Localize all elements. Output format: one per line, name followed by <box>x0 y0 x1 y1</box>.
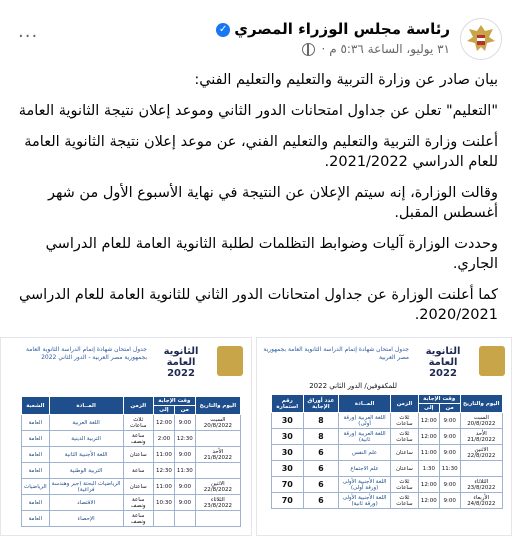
post-header <box>10 18 502 62</box>
table-cell: 6 <box>303 461 339 477</box>
table-cell: 9:00 <box>439 477 460 493</box>
post-paragraph: وحددت الوزارة آليات وضوابط التظلمات لطلبة الثانوية العامة للعام الدراسي الجاري. <box>45 236 498 272</box>
table-cell: علم الاجتماع <box>339 461 391 477</box>
column-header: المــادة <box>339 395 391 413</box>
table-row <box>22 479 241 495</box>
table-cell: ساعة ونصف <box>123 511 153 527</box>
table-cell: الاثنين 22/8/2022 <box>195 479 240 495</box>
table-cell: 12:00 <box>418 477 439 493</box>
table-cell: 11:00 <box>418 445 439 461</box>
table-cell: الاقتصاد <box>49 495 123 511</box>
table-cell: اللغة الأجنبية الثانية <box>49 447 123 463</box>
table-row <box>22 495 241 511</box>
table-row <box>22 431 241 447</box>
verified-badge-icon: ✓ <box>216 23 230 37</box>
table-cell: الثلاثاء 23/8/2022 <box>460 477 502 493</box>
post-body <box>14 70 498 336</box>
table-row <box>22 447 241 463</box>
table-cell: اللغة العربية (ورقة ثانية) <box>339 429 391 445</box>
brand-logo: الثانوية العامة 2022 <box>163 346 199 379</box>
eagle-emblem-icon <box>461 19 501 59</box>
page-name-text[interactable]: رئاسة مجلس الوزراء المصري <box>234 20 450 38</box>
table-cell: الاثنين 22/8/2022 <box>460 445 502 461</box>
column-header: إلى <box>418 404 439 413</box>
document-subtitle: للمكفوفين/ الدور الثاني 2022 <box>309 382 397 390</box>
table-cell: 30 <box>272 445 304 461</box>
table-cell: 6 <box>303 477 339 493</box>
table-cell: 9:00 <box>174 479 195 495</box>
page-name[interactable] <box>216 20 450 38</box>
table-cell: ساعة ونصف <box>123 495 153 511</box>
column-header: الزمن <box>391 395 419 413</box>
post-paragraph: "التعليم" تعلن عن جداول امتحانات الدور الثاني وموعد إعلان نتيجة الثانوية العامة <box>18 103 498 119</box>
table-cell: العامة <box>22 447 50 463</box>
column-header: اليوم والتاريخ <box>460 395 502 413</box>
table-cell: ساعتان <box>123 447 153 463</box>
post-paragraph: كما أعلنت الوزارة عن جداول امتحانات الدور الثاني للثانوية العامة للعام الدراسي 2020/2021. <box>18 287 498 323</box>
table-row <box>22 415 241 431</box>
table-cell: 9:00 <box>174 447 195 463</box>
table-cell <box>174 511 195 527</box>
table-cell: العامة <box>22 495 50 511</box>
table-cell: 11:00 <box>154 479 175 495</box>
post-date[interactable]: ٣١ يوليو، الساعة ٥:٣٦ م <box>329 42 450 56</box>
table-cell: 9:00 <box>439 493 460 509</box>
table-cell: 70 <box>272 493 304 509</box>
table-row <box>272 429 503 445</box>
table-cell: 12:30 <box>154 463 175 479</box>
column-header: من <box>174 406 195 415</box>
ministry-logo-icon <box>479 346 505 376</box>
table-cell: الأحد 21/8/2022 <box>195 447 240 463</box>
table-cell: 11:30 <box>174 463 195 479</box>
table-cell: اللغة العربية (ورقة أولى) <box>339 413 391 429</box>
page-avatar[interactable] <box>460 18 502 60</box>
table-cell: 30 <box>272 413 304 429</box>
table-cell: ثلاث ساعات <box>391 477 419 493</box>
table-cell: 6 <box>303 445 339 461</box>
schedule-table <box>271 394 503 509</box>
table-cell: الأربعاء 24/8/2022 <box>460 493 502 509</box>
brand-logo: الثانوية العامة 2022 <box>425 346 461 379</box>
table-cell: اللغة الأجنبية الأولى (ورقة ثانية) <box>339 493 391 509</box>
column-header: الزمن <box>123 397 153 415</box>
document-title: جدول امتحان شهادة إتمام الدراسة الثانوية العامة بجمهورية مصر العربية <box>263 346 409 361</box>
table-cell: العامة <box>22 415 50 431</box>
post-paragraph: وقالت الوزارة، إنه سيتم الإعلان عن النتيجة في نهاية الأسبوع الأول من شهر أغسطس المقبل. <box>47 185 498 221</box>
globe-icon <box>302 43 315 56</box>
table-cell: ثلاث ساعات <box>391 493 419 509</box>
table-cell: 2:00 <box>154 431 175 447</box>
table-cell: ساعتان <box>123 479 153 495</box>
table-cell: العامة <box>22 511 50 527</box>
table-cell: الثلاثاء 23/8/2022 <box>195 495 240 511</box>
table-cell: الرياضيات البحتة (جبر وهندسة فراغية) <box>49 479 123 495</box>
table-cell: الرياضيات <box>22 479 50 495</box>
table-cell <box>195 463 240 479</box>
table-cell <box>154 511 175 527</box>
table-cell: التربية الوطنية <box>49 463 123 479</box>
column-header: الشعبة <box>22 397 50 415</box>
table-cell: علم النفس <box>339 445 391 461</box>
table-row <box>22 511 241 527</box>
post-paragraph: أعلنت وزارة التربية والتعليم والتعليم الفني، عن موعد إعلان نتيجة الثانوية العامة للعام الدراسي 2021/2022. <box>24 134 498 170</box>
table-row <box>272 413 503 429</box>
table-cell: 12:00 <box>154 415 175 431</box>
table-cell: 12:00 <box>418 493 439 509</box>
column-header: المــادة <box>49 397 123 415</box>
table-cell: 11:00 <box>154 447 175 463</box>
table-cell: ثلاث ساعات <box>391 413 419 429</box>
column-header: رقم استمارة <box>272 395 304 413</box>
table-cell: 1:30 <box>418 461 439 477</box>
table-cell <box>195 511 240 527</box>
table-cell: 12:00 <box>418 429 439 445</box>
column-header: وقت الإجابة <box>154 397 196 406</box>
table-cell: ساعة ونصف <box>123 431 153 447</box>
document-title: جدول امتحان شهادة إتمام الدراسة الثانوية العامة بجمهورية مصر العربية - الدور الثاني 2022 <box>25 346 147 361</box>
table-cell: 8 <box>303 429 339 445</box>
table-cell: 10:30 <box>154 495 175 511</box>
table-cell: التربية الدينية <box>49 431 123 447</box>
table-cell: السبت 20/8/2022 <box>195 415 240 431</box>
table-cell <box>460 461 502 477</box>
table-cell: 12:00 <box>418 413 439 429</box>
post-images <box>0 337 512 536</box>
table-cell: العامة <box>22 463 50 479</box>
table-cell: 9:00 <box>174 415 195 431</box>
column-header: إلى <box>154 406 175 415</box>
table-cell: اللغة الأجنبية الأولى (ورقة أولى) <box>339 477 391 493</box>
table-cell: 30 <box>272 429 304 445</box>
table-cell: ثلاث ساعات <box>391 429 419 445</box>
table-cell: 9:00 <box>174 495 195 511</box>
table-row <box>272 445 503 461</box>
table-cell: 9:00 <box>439 445 460 461</box>
table-row <box>272 477 503 493</box>
table-cell: 9:00 <box>439 413 460 429</box>
table-cell: 6 <box>303 493 339 509</box>
column-header: من <box>439 404 460 413</box>
table-row <box>272 493 503 509</box>
column-header: وقت الإجابة <box>418 395 460 404</box>
table-cell: السبت 20/8/2022 <box>460 413 502 429</box>
schedule-table <box>21 396 241 527</box>
schedule-image-blind[interactable] <box>256 337 512 536</box>
more-options-button[interactable]: ··· <box>18 26 39 47</box>
table-cell: ثلاث ساعات <box>123 415 153 431</box>
table-cell: 12:30 <box>174 431 195 447</box>
post-paragraph: بيان صادر عن وزارة التربية والتعليم والتعليم الفني: <box>194 72 498 88</box>
table-cell: اللغة العربية <box>49 415 123 431</box>
table-row <box>272 461 503 477</box>
column-header: اليوم والتاريخ <box>195 397 240 415</box>
table-cell: ساعة <box>123 463 153 479</box>
table-cell: ساعتان <box>391 461 419 477</box>
table-cell: 8 <box>303 413 339 429</box>
table-cell: 70 <box>272 477 304 493</box>
table-cell: 9:00 <box>439 429 460 445</box>
column-header: عدد أوراق الإجابة <box>303 395 339 413</box>
post-meta: ٣١ يوليو، الساعة ٥:٣٦ م · <box>302 42 450 56</box>
table-cell: الأحد 21/8/2022 <box>460 429 502 445</box>
table-row <box>22 463 241 479</box>
table-cell: الإحصاء <box>49 511 123 527</box>
schedule-image-general[interactable] <box>0 337 252 536</box>
table-cell <box>195 431 240 447</box>
table-cell: 30 <box>272 461 304 477</box>
table-cell: 11:30 <box>439 461 460 477</box>
ministry-logo-icon <box>217 346 243 376</box>
table-cell: العامة <box>22 431 50 447</box>
table-cell: ساعتان <box>391 445 419 461</box>
